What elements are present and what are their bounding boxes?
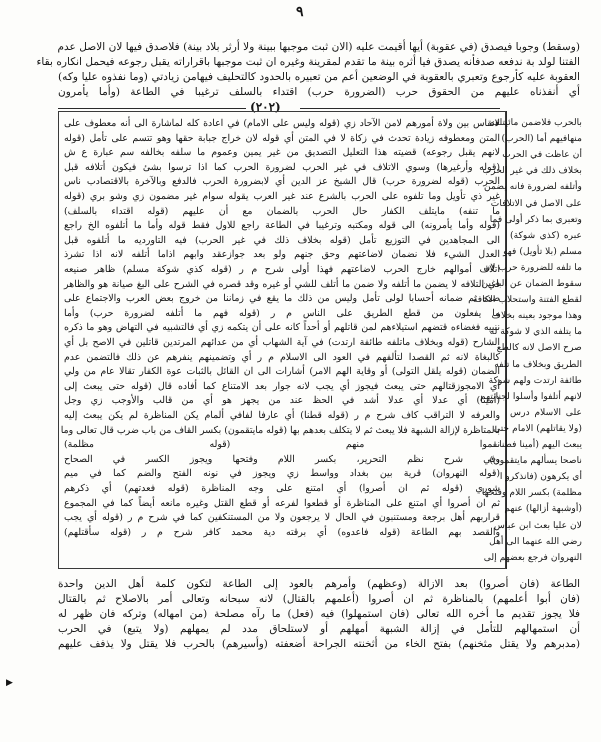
box-text-line: الحرب (قوله لضرورة حرب) قال الشيخ عز الدين أي لابضرورة الحرب فالدفع وبالآخرة بالاقتصادب ناس — [64, 176, 500, 188]
column-text-line: طائفة ارتدت ولهم شوكة — [488, 374, 582, 386]
column-text-line: على الاسلام درس — [510, 406, 582, 418]
column-text-line: مظلمة) بكسر اللام وفتحها — [481, 487, 582, 499]
column-text-line: منهافيهم أما (الحرب) — [501, 133, 582, 145]
column-text-line: لان عليا بعث ابن عباس — [493, 519, 582, 531]
section-header-mark: (٢٠٢) — [250, 100, 281, 114]
column-text-line: وأتلفه لضرورة فانه يضمن — [484, 181, 582, 193]
column-text-line: أن عاظت في الحرب — [502, 149, 582, 161]
box-text-line: في التلافه لا يضمن ما أتلفه ولا ضمن ما أتلف للشي أو غيره وقد قصره في الشرح على البغ صيانة هو والظاهر — [64, 278, 500, 290]
text-line: (فان أبوا أعلمهم) بالمناظرة ثم ان أصروا (أعلمهم بالقتال) لانه سبحانه وتعالى أمر بالاصلاح ثم بالقتال — [58, 593, 580, 605]
box-text-line: والعرفه لا التراقب كاف شرح م ر (قوله قطنا) أي عارفا لفافي ألمام يكن المناظرة لم يكن يبعث إليه — [64, 410, 500, 421]
text-line: أي أنفذناه عليهم من الحقوق حرب (الضرورة حرب) اقتداء بالسلف ترغيبا في الطاعة (وأما يأمرون — [58, 86, 580, 98]
text-line: (وسقط) وجوبا فيصدق (في عقوبة) أيها أقيمت عليه (الان ثبت موجبها ببينة ولا أرثر بلاد بينة) فلاصدق فيها لان الاصل عدم — [57, 41, 580, 53]
text-line: (مدبرهم ولا يقتل مثخنهم) بفتح الخاء من أثخنته الجراحة أضعفته (وأسيرهم) بالحرب فلا يقتل ولا يذفف عليهم — [58, 638, 580, 650]
column-text-line: ما تلفه للضرورة حرب لان — [483, 261, 582, 273]
box-text-line: بالمتاظرة لإزالة الشبهة فلا يبعث ثم لا يتكلف بعدهم بها (قوله مايتقمون) بكسر القاف من باب ضرب قال تعالى وما — [60, 424, 500, 436]
column-text-line: (ولا يقاتلهم) الامام حتى — [493, 422, 582, 434]
box-text-line: الضمان (قوله يلقل التولى) أو وقاية الهم الامر) أشارات الى ان القائل بالثبات عوة الكفار تقالا عام من ولي — [64, 366, 500, 378]
text-line: الفتنا لولد بة ندفعه صدفأنه يصدق فيا أثره بينة ما تقدم لمقرينة وغيره ان ثبت موجبها باقراراته يقبل رجوعه فيحمل انكاره بقاء — [36, 56, 580, 68]
column-text-line: لانهم أتلفوا وأسلوا لجنايتهم — [479, 390, 582, 402]
box-text-line: ما يفعلون من قطع الطريق على الناس م ر (قوله فهم ما أتلفه لضرورة حرب) وأما — [64, 307, 500, 319]
column-text-line: عبره (كذي شوكة) — [510, 229, 582, 241]
text-line: فلا يجوز تقديم ما أخره الله تعالى (فان استمهلوا) فيه (فعل) ما رآه مصلحة (من امهاله) وتركه فان ظهر له — [58, 608, 580, 620]
column-text-line: صرح الاصل لانه كالطع — [496, 342, 582, 354]
column-text-line: (أوشبهة أزالها) عنهم — [504, 503, 582, 515]
text-line: الطاعة (فان أصروا) بعد الازالة (وعظهم) وأمرهم بالعود إلى الطاعة لتكون كلمة أهل الدين واحدة — [58, 578, 580, 590]
column-text-line: وهذا موجود بعينه بخلاف — [491, 310, 582, 322]
margin-arrow-mark: ▶ — [6, 678, 13, 688]
box-text-line: الشارح (قوله وبخلاف ماتلفه طائفة ارتدت) في آية الشهاب أي من عدائهم المرتدين قاتلين في الاصح بل أي — [64, 337, 500, 348]
box-text-line: ننبيه فغضاءه قتضهم استيلاءهم لمن قاتلهم أو أحداً كانه على أن يتكمه زي أي فالتشبيه في التهاض وهو ما ذكره — [64, 322, 500, 334]
box-text-line: لانهم يقبل رجوعه) قضيته هذا التعليل التصديق من غير يمين وعموم ما سلفه بخالفه سم عبارة ع ش — [64, 147, 500, 159]
column-text-line: بالحرب فلاضمن مائيتلفه — [489, 117, 582, 128]
box-text-line: كالبغاة لانه ثم القصدا لتألفهم في العود الى الاسلام م ر أي وتضمينهم ينفرهم عن ذلك فالتضمن عدم — [64, 351, 500, 363]
box-text-line: قراربهم أهل برجعة ومستنبون في الحال لا يرجعون ولا من المستنكفين كما في شرح م ر (قوله أي يجب — [64, 512, 500, 524]
box-text-line: ما تنفه) مايتلف الكفار حال الحرب بالضمان مع أن عليهم (قوله اقتداء بالسلف) — [64, 205, 500, 217]
box-text-line: وفي شرح نظم التحرير، بكسر اللام وفتحها ويجوز الكسر في الصحاح — [64, 453, 500, 465]
box-text-line: نقموا منهم (قوله مظلمة) — [64, 439, 500, 451]
column-text-line: سقوط الضمان عن الباغين — [481, 278, 582, 289]
column-text-line: على الاصل في الاتلافات — [490, 197, 582, 209]
column-text-line: أي يكرهون (فانذكرو ا — [499, 471, 582, 483]
column-text-line: لقطع الفتنة واستحلاب الكافة — [472, 294, 582, 306]
header-rule-right — [300, 108, 500, 109]
column-text-line: الطريق وبخلاف ما تلفه — [494, 358, 582, 370]
box-text-line: ثم ان أصروا أي امتنع على المناظرة أو قطعوا لفرعه أو قطع القتل وغيره مانعه أيضاً كما في المجموع — [64, 497, 500, 509]
box-text-line: غير ذي تأويل وما تلفوه على الحرب بالشرع عند غير العرب يقوله سوام غير مضمون زي وشو بري (قوله — [64, 191, 500, 202]
column-text-line: يبعث اليهم (أمينا فطنا — [499, 439, 582, 450]
box-text-line: (قوله النهروان) قرية بين بغداد وواسط زي ويجوز في نونه الفتح والضم كما في ميم — [64, 468, 500, 480]
box-text-line: (قوله وأما يأمرونه) الى قوله ومكتبه وترغيبا في الطاعة راجع للاول فقط قوله وأما ما أتلفوه الخ راجع — [64, 220, 500, 232]
box-text-line: ضده ثم ضمانه أحسابا لولى تأمل وليس من ذلك ما يقع في زماننا من خروج بعض العرب والاجتماع على — [64, 293, 500, 305]
box-text-line: المتن ومعطوفه زيادة تحدث في زكاة لا في المتن أي قوله لان خراج جبابة حقها وهو تتسم على تأمل (قوله — [64, 132, 500, 144]
box-text-line: شوري (قوله ثم ان أصروا) أي امتنع على وجه المناظرة (قوله فعدتهم) أي ذكرهم — [64, 483, 500, 494]
column-text-line: ما يتلفه الذي لا شوكة له — [489, 326, 582, 338]
box-text-line: والقصد بهم الطاعة (قوله فاعدوه) أي برقته دية محمد كافر شرح م ر (قوله سأقتلهم) — [64, 526, 500, 538]
box-text-line: (أمينا) أي عدلا أي عدلا أشد في الحظ عند من يجهز هو أي من قالب والأوجب زي وجل — [64, 395, 500, 407]
box-text-line: الى المجاهدين في التوزيع تأمل (قوله بخلاف ذلك في غير الحرب) فيه التاورديه ما أتلفوه قبل — [64, 234, 500, 246]
column-text-line: وتعبري بما ذكر أولى فما — [489, 213, 582, 225]
column-text-line: بخلاف ذلك في غير الحرب — [482, 165, 582, 177]
column-text-line: رضي الله عنهما الى أهل — [489, 535, 582, 547]
text-line: العقوبة عليه كأرجوع وتعبري بالعقوبة في الوضعين أعم من تعبيره بالحدود كالتحليف فيهامن زيادتي (وما نفذوه عليا وكه) — [58, 71, 580, 83]
column-text-line: مسلم (بلا تأويل) فهو — [503, 245, 582, 257]
page-number: ٩ — [296, 4, 304, 20]
box-text-line: العدل الشيء فلا نضمان لاضاعتهم وحق جنهم ولو بعد جوازعقد وابهم اذاما أتلفه لانه اذا تشرذ — [64, 249, 500, 261]
column-text-line: النهروان فرجع بعضهم إلى — [483, 551, 582, 563]
column-text-line: ناصحا يسألهم مايتقمون) — [489, 455, 582, 467]
box-text-line: اتلاف أموالهم خارج الحرب لاضاعتهم فهذا أولى شرح م ر (قوله كذي شوكة مسلم) ظاهر صنيعه — [64, 264, 500, 275]
text-line: أن استمهالهم للتأمل في إزالة الشبهة أمهلهم أو لاستلحاق مدد لم يمهلهم (ولا يتبع) في الحرب — [58, 623, 580, 635]
box-text-line: أي الامجوزقتالهم حتى يبعث فيجوز أي يجب لانه جوار بعد الامتناع كما أفاده قال (قوله حتى يبعث إلى — [64, 380, 500, 392]
box-text-line: (قوله وأرغيرها) وسوي الاتلاف في غير الحرب لضرورة الحرب كما اذا ترسوا بشئ فيكون أتلافه قبل — [64, 161, 500, 173]
box-text-line: لانقاس بين ولاة أمورهم لامن الآحاد زي (قوله وليس على الامام) في اعادة كله لماشارة الى أنه معطوف على — [64, 118, 500, 129]
header-rule-left — [58, 108, 246, 109]
